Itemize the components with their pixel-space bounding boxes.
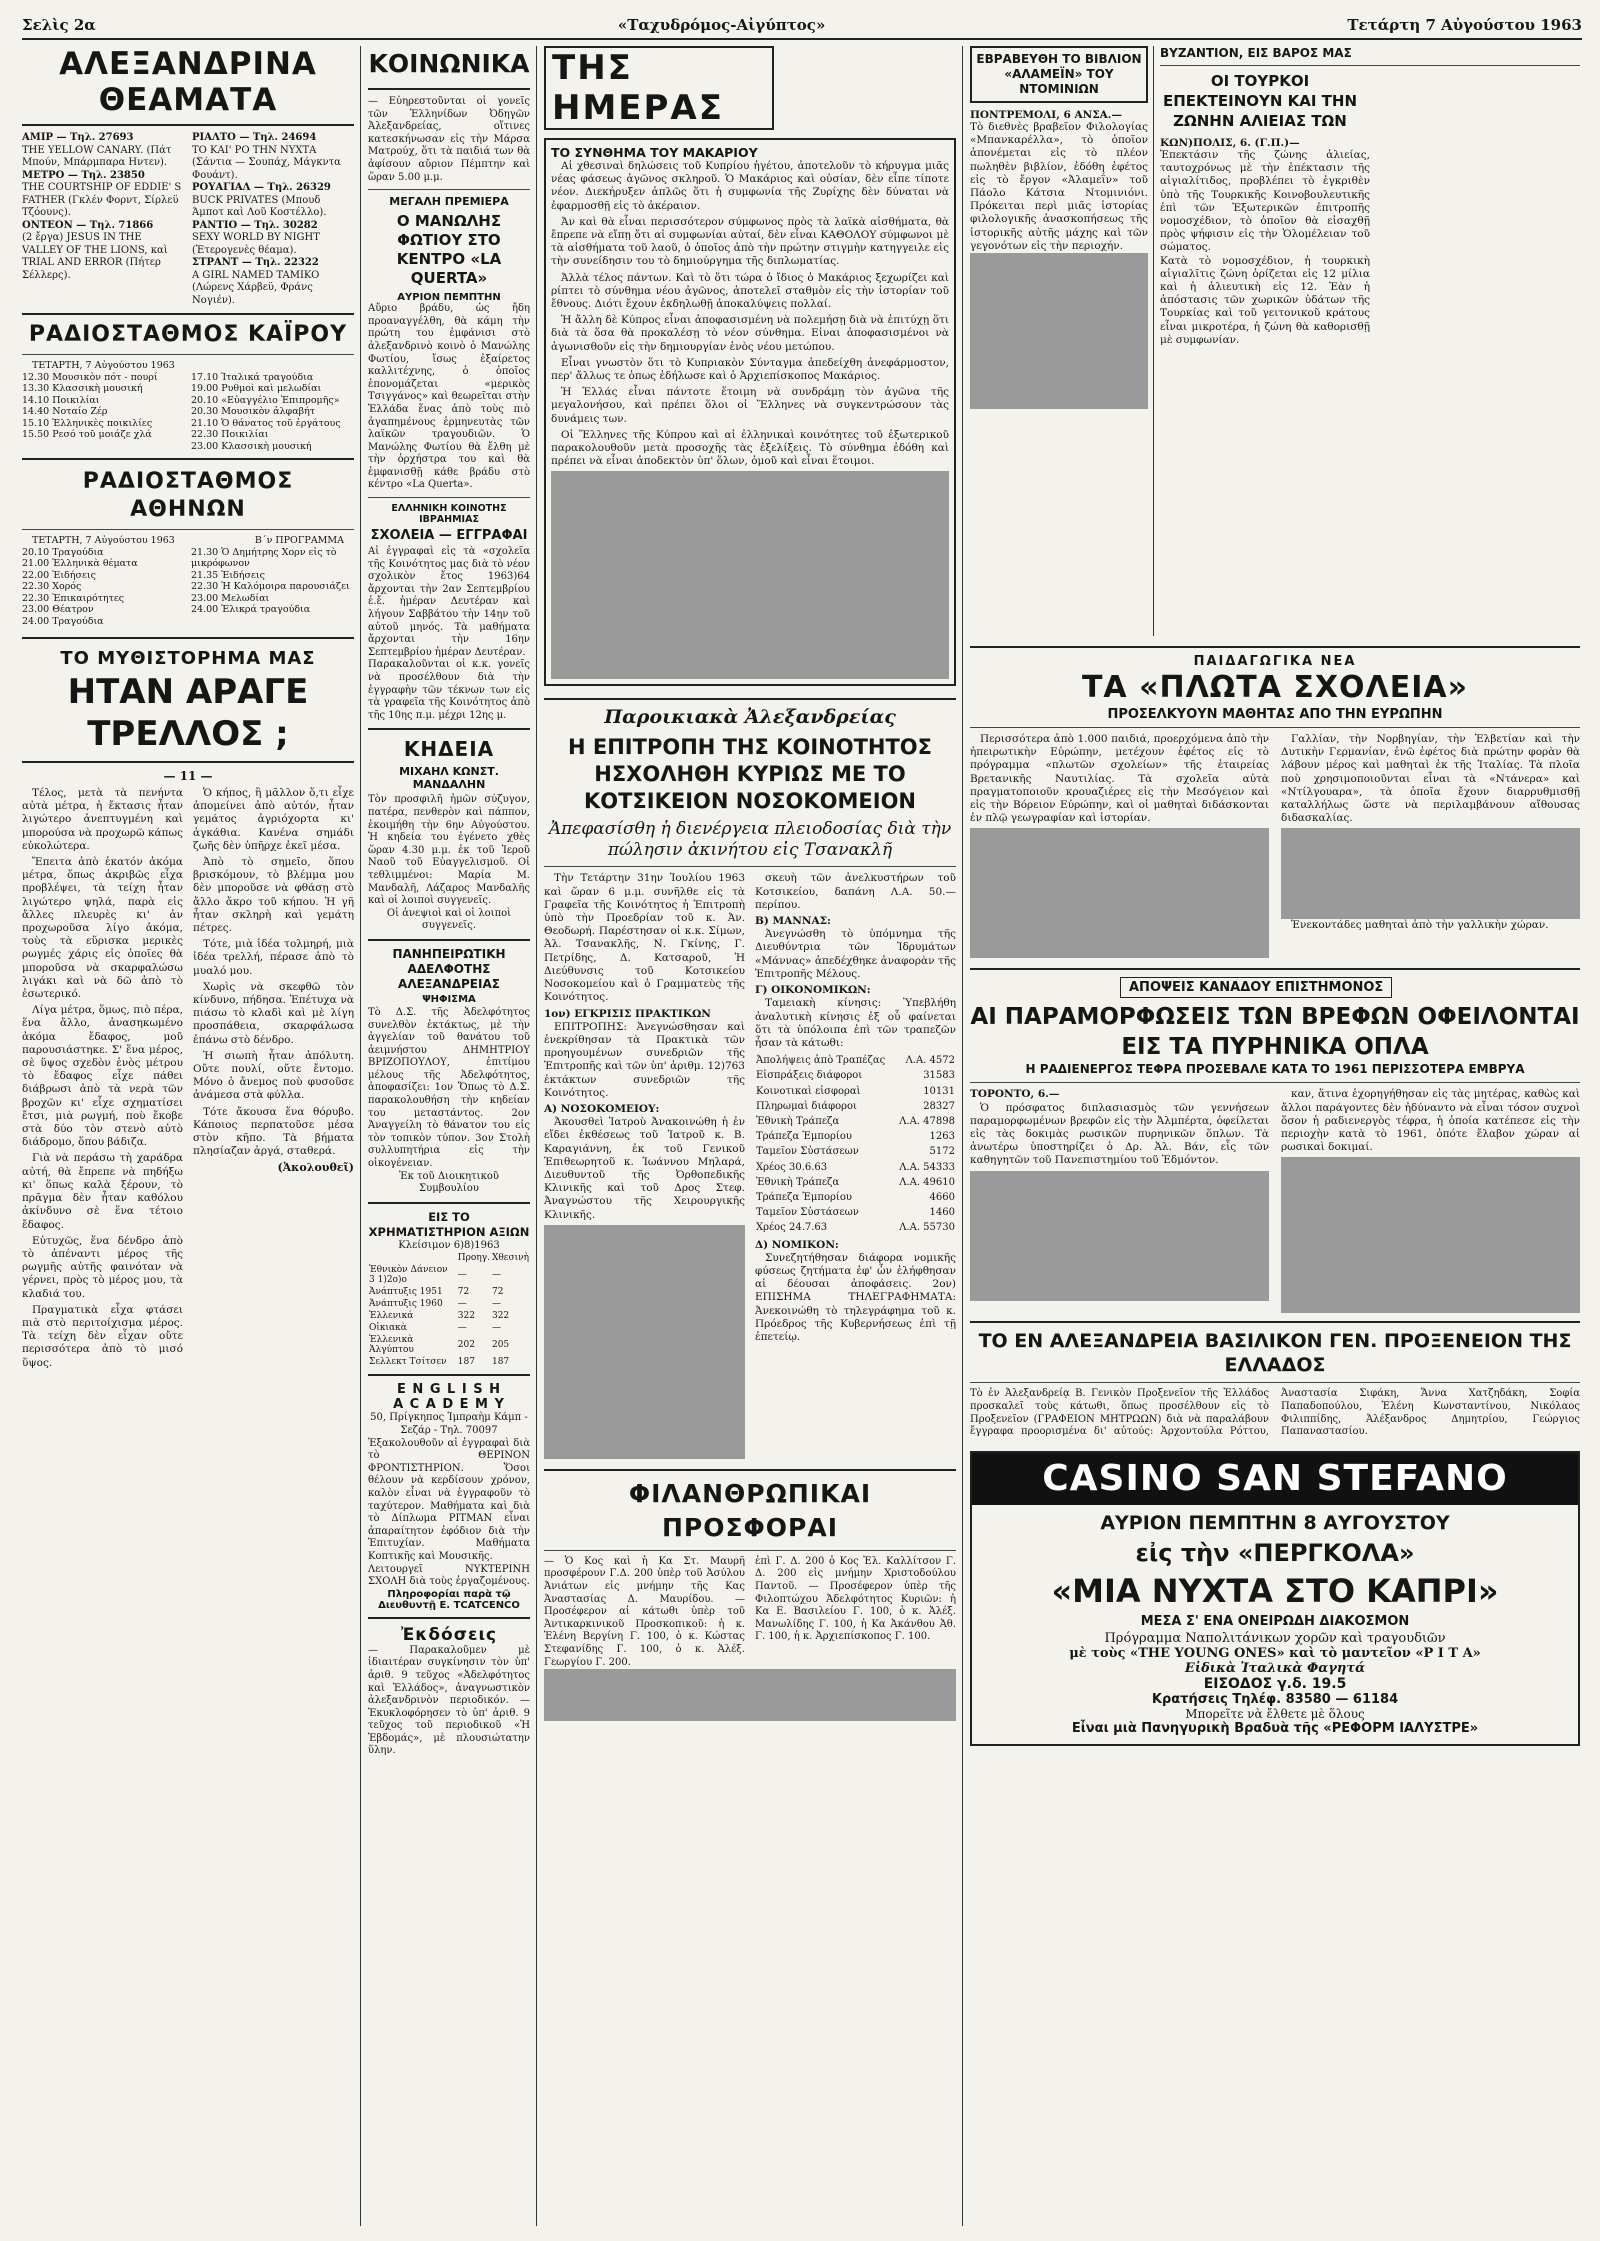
finance-label: Ἐθνικὴ Τράπεζα (756, 1176, 840, 1188)
radio-slot: 12.30 Μουσικὸν πότ - πουρί (22, 371, 158, 383)
table-row (368, 1356, 530, 1368)
column-rule (1153, 46, 1154, 636)
editorial-text (551, 160, 949, 468)
finance-table (755, 1053, 956, 1235)
section-heading: Α) ΝΟΣΟΚΟΜΕΙΟΥ: (544, 1102, 660, 1115)
market-table (368, 1252, 530, 1368)
table-row (755, 1205, 956, 1220)
charity-filler (544, 1669, 956, 1721)
table-row (755, 1220, 956, 1235)
radio-cairo-list-left (22, 372, 185, 453)
section-heading: Γ) ΟΙΚΟΝΟΜΙΚΩΝ: (755, 984, 871, 997)
paragraph: Ἡ ἄλλη δὲ Κύπρος εἶναι ἀποφασισμένη νὰ πολεμήσῃ διὰ νὰ ἐπιτύχῃ ὅτι διὰ τὰ ὅσα θὰ προκαλέσῃ τὸ νέον σύνθημα. Εἰναι ἀποφασισμένοι νὰ ἀγωνισθοῦν εἰς τὴν δημιουργίαν ἑνὸς νέου μετώπου. (551, 314, 949, 353)
cinema-name: ΜΕΤΡΟ — Τηλ. 23850 (22, 169, 145, 181)
stock-prev: 202 (457, 1340, 475, 1351)
finance-label: Ταμεῖον Σὐστάσεων (756, 1207, 859, 1219)
finance-value: 1263 (929, 1131, 955, 1143)
issue-date: Τετάρτη 7 Αὐγούστου 1963 (1347, 16, 1582, 34)
paragraph: Λίγα μέτρα, ὅμως, πιὸ πέρα, ἕνα ἄλλο, ἀνασηκωμένο ἀκόμα ἔδαφος, μοῦ παρουσιάστηκε. Σ' ἕνα μέρος, σὲ ὕψος σχεδὸν ἑνὸς μέτρου τὸ ἔδαφος εἶχε πάθει διάβρωσι ἀπὸ τὰ νερὰ τῶν βροχῶν κι' εἶχε σχηματίσει ἔτσι, μιὰ ρωγμή, ποὺ ἔκοβε στὰ δύο τὸν στενὸ αὐτὸ διάδρομο, ὅπου βάδιζα. (22, 1004, 183, 1149)
paragraph: Συνεζητήθησαν διάφορα νομικῆς φύσεως ζητήματα ἐφ' ὧν ἐλήφθησαν αἱ δέουσαι ἀποφάσεις. 2ον) ΕΠΙΣΗΜΑ ΤΗΛΕΓΡΑΦΗΜΑΤΑ: Ἀνεκοινώθη τὸ τηλεγράφημα τοῦ κ. Πρόεδρος τῆς Κυβερνήσεως ἐπὶ τῇ ἐπετείῳ. (755, 1251, 956, 1343)
radio-slot: 22.00 Ἐιδήσεις (22, 569, 96, 581)
radio-cairo-date: ΤΕΤΑΡΤΗ, 7 Αὐγούστου 1963 (32, 360, 175, 371)
society-sign: Ἐκ τοῦ Διοικητικοῦ Συμβουλίου (399, 1170, 499, 1195)
paragraph: Οἱ Ἕλληνες τῆς Κύπρου καὶ αἱ ἐλληνικαὶ κοινότητες τοῦ ἐξωτερικοῦ παρακολουθοῦν μετὰ προσοχῆς τὰς ἐξελίξεις. Τὸ σύνθημα ἐδόθη καὶ πρέπει νὰ εἶναι ἀποδεκτὸν ὑπ' ὅλων, ὁμοῦ καὶ εἶναι ἕτοιμοι. (551, 428, 949, 468)
serial-continued: (Ἀκολουθεῖ) (277, 1161, 354, 1175)
column-rule (962, 46, 963, 2226)
radio-athens-program: Β΄ν ΠΡΟΓΡΑΜΜΑ (254, 535, 344, 546)
serial-kicker: ΤΟ ΜΥΘΙΣΤΟΡΗΜΑ ΜΑΣ (60, 648, 316, 669)
radio-athens-list-right (191, 547, 354, 628)
cinema-film: (2 ἔργα) JESUS IN THE VALLEY OF THE LIONS, καὶ TRIAL AND ERROR (Πήτερ Σέλλερς). (22, 232, 168, 281)
community-filler (544, 1225, 745, 1459)
table-row (755, 1053, 956, 1068)
radio-athens-schedule (22, 535, 354, 627)
stock-curr: 187 (491, 1357, 510, 1368)
news-heading: ΤΗΣ ΗΜΕΡΑΣ (544, 46, 774, 130)
stock-name: Ἑλλενικά (369, 1311, 414, 1322)
table-row (755, 1084, 956, 1099)
finance-label: Χρέος 24.7.63 (756, 1222, 828, 1234)
turks-text-2: Κατὰ τὸ νομοσχέδιον, ἡ τουρκικὴ αἰγιαλῖτις ζώνη ὁρίζεται εἰς 12 μίλια καὶ ἡ ἁλιευτικὴ εἰς 12. Ἐὰν ἡ ἀπόστασις τῶν χωρικῶν ὑδάτων τῆς Τουρκίας καὶ τοῦ γειτονικοῦ κράτους εἶναι μικροτέρα, ἡ ζώνη θὰ καθορισθῇ μὲ συμφωνίαν. (1160, 254, 1370, 346)
radio-slot: 23.00 Κλασσικὴ μουσική (191, 440, 312, 452)
charity-text-left: — Ὁ Κος καὶ ἡ Κα Στ. Μαυρῆ προσφέρουν Γ.Δ. 200 ὑπὲρ τοῦ Ἀσύλου Ἀνιάτων εἰς μνήμην τῆς Κας Ἀναστασίας Δ. Μαυρίδου. — Προσέφερον αἱ κάτωθι ὑπὲρ τοῦ Ἀντικαρκινικοῦ Προσκοπικοῦ: ἡ κ. Ἑλένη Βεργίνη Γ. 100, ὁ κ. Κώστας Στεφανίδης Γ. 100, ὁ κ. Ἀλέξ. Γεωργίου Γ. 200. (544, 1555, 745, 1668)
community-text-left (544, 872, 745, 1458)
paragraph: Ἀκουσθεὶ Ἰατροὺ Ἀνακοινώθη ἡ ἐν εἴδει ἐκθέσεως τοῦ Ἰατροῦ κ. Β. Καραγιάννη, ἐκ τοῦ Γενικοῦ Ἐπιθεωρητοῦ κ. Ἰωάννου Μηλαρά, Διευθυντοῦ τῆς Ὀρθοπεδικῆς Κλινικῆς καὶ τοῦ Δρος Στεφ. Ἀναγνώστου τῆς Χειρουργικῆς Κλινικῆς. (544, 1116, 745, 1221)
paragraph: Τότε, μιὰ ἰδέα τολμηρή, μιὰ ἰδέα τρελλή, πέρασε ἀπὸ τὸ μυαλό μου. (193, 938, 354, 977)
editorial-title: ΤΟ ΣΥΝΘΗΜΑ ΤΟΥ ΜΑΚΑΡΙΟΥ (551, 145, 758, 160)
publications-text: — Παρακαλοῦμεν μὲ ἰδιαιτέραν συγκίνησιν τὸν ὑπ' ἀριθ. 9 τεῦχος «Ἀδελφότητος καὶ Ἑλλάδος», ἀναγνωστικὸν ἀλεξανδρινὸν περιοδικόν. — Ἐκυκλοφόρησεν τὸ ὑπ' ἀριθ. 9 τεῦχος τοῦ περιοδικοῦ «Ἡ Ἑβδομάς», μὲ πλουσιώτατην ὕλην. (368, 1644, 530, 1757)
science-text-right (1281, 1088, 1580, 1313)
radio-slot: 22.30 Ἡ Καλόμοιρα παρουσιάζει (191, 581, 350, 592)
editorial-text-filler (551, 471, 949, 679)
finance-label: Χρέος 30.6.63 (756, 1161, 828, 1173)
column-book-prize (970, 46, 1148, 636)
academy-line2: A C A D E M Y (393, 1397, 505, 1413)
paragraph: Ἡ Ἑλλάς εἶναι πάντοτε ἕτοιμη νὰ συνδράμῃ τὸν ἀγῶνα τῆς μεγαλονήσου, καὶ πρέπει ὅλοι οἱ Ἕλληνες νὰ συγκεντρώσουν τὰς δυνάμεις των. (551, 386, 949, 425)
stock-prev: — (457, 1299, 467, 1310)
edu-filler (970, 828, 1269, 958)
table-row (368, 1264, 530, 1286)
book-stamp-title: ΕΒΡΑΒΕΥΘΗ ΤΟ ΒΙΒΛΙΟΝ «ΑΛΑΜΕΪΝ» ΤΟΥ ΝΤΟΜΙΝΙΩΝ (970, 46, 1148, 103)
paragraph: Ἀν καὶ θὰ εἶναι περισσότερον σύμφωνος πρὸς τὰ λαϊκὰ αἰσθήματα, θὰ ἔπρεπε νὰ εἴπῃ ὅτι αἱ συμφωνίαι αὐταί, δὲν εἶναι ΚΑΘΟΛΟΥ σύμφωνοι μὲ τὰ αἰσθήματα τοῦ λαοῦ, ὁ ὁποῖος ἀπὸ τὴν πρώτην στιγμὴν κατηγγειλε εἰς τὴν συνείδησιν του τὸ δημιούργημα τῆς διπλωματίας. (551, 215, 949, 268)
stock-curr: — (491, 1323, 501, 1334)
market-col-curr: Χθεσινὴ (491, 1253, 529, 1264)
table-row (368, 1334, 530, 1356)
paragraph: Τότε ἄκουσα ἕνα θόρυβο. Κάποιος περπατοῦσε μέσα στὸν κῆπο. Τὰ βήματα πλησίαζαν ἀργά, σταθερά. (193, 1105, 354, 1158)
paragraph: ΕΠΙΤΡΟΠΗΣ: Ἀνεγνώσθησαν καὶ ἐνεκρίθησαν τὰ Πρακτικὰ τῶν προηγουμένων συνεδριῶν τῆς Ἐπιτροπῆς καὶ τῶν ὑπ' ἀριθμ. 12)763 ἐκτάκτων συνεδριῶν τῆς Κοινότητος. (544, 1020, 745, 1099)
stock-prev: 187 (457, 1357, 475, 1368)
casino-event-title: «ΜΙΑ ΝΥΧΤΑ ΣΤΟ ΚΑΠΡΙ» (1051, 1571, 1499, 1610)
radio-slot: 21.00 Ἑλληνικὰ θέματα (22, 558, 138, 569)
turks-title: ΟΙ ΤΟΥΡΚΟΙ ΕΠΕΚΤΕΙΝΟΥΝ ΚΑΙ ΤΗΝ ΖΩΝΗΝ ΑΛΙΕΙΑΣ ΤΩΝ (1162, 72, 1358, 130)
charity-heading: ΦΙΛΑΝΘΡΩΠΙΚΑΙ ΠΡΟΣΦΟΡΑΙ (628, 1478, 872, 1542)
society-text: Τὸ Δ.Σ. τῆς Ἀδελφότητος συνελθὸν ἐκτάκτως, μὲ τὴν ἀγγελίαν τοῦ θανάτου τοῦ ἀειμνήστου ΔΗΜΗΤΡΙΟΥ ΒΡΙΖΟΠΟΥΛΟΥ, ἐπιτίμου μέλους τῆς Ἀδελφότητος, ἀποφασίζει: 1ον Ὅπως τὸ Δ.Σ. παρακολουθήση τὴν κηδείαν του μεταστάντος. 2ον Ἀναγγείλη τὸ θάνατον του εἰς τὸν τοπικὸν τύπον. 3ον Στολὴ συλλυπητήρια εἰς τὴν οἰκογένειαν. (368, 1006, 530, 1170)
finance-value: Λ.Α. 4572 (905, 1055, 955, 1067)
market-heading: ΕΙΣ ΤΟ ΧΡΗΜΑΤΙΣΤΗΡΙΟΝ ΑΞΙΩΝ (368, 1209, 530, 1239)
finance-label: Τράπεζα Ἐμπορίου (756, 1131, 852, 1143)
paragraph: Γιὰ νὰ περάσω τὴ χαράδρα αὐτή, θὰ ἔπρεπε νὰ πηδήξω κι' ὅπως καλὰ ξέρουν, τὸ πρᾶγμα δὲν ἦταν καθόλου ἀκίνδυνο σὲ ἕνα τέτοιο ἔδαφος. (22, 1152, 183, 1231)
book-filler (970, 253, 1148, 409)
table-row (755, 1129, 956, 1144)
paragraph: Πραγματικὰ εἶχα φτάσει πιὰ στὸ περιτοίχισμα μέρος. Τὰ τείχη δὲν εἶχαν οὔτε περισσότερα ἀπὸ τὸ μισό ὕψος. (22, 1303, 183, 1369)
column-news (544, 46, 956, 2226)
table-row (755, 1068, 956, 1083)
cinema-name: ΡΙΑΛΤΟ — Τηλ. 24694 (192, 132, 317, 143)
cinema-name: ΑΜΙΡ — Τηλ. 27693 (22, 132, 134, 143)
school-hours: Παρακαλοῦνται οἱ κ.κ. γονεῖς νὰ προσέλθουν διὰ τὴν ἐγγραφὴν τῶν τέκνων των εἰς τὰ γραφεῖα τῆς Κοινότητος ἀπὸ τῆς 10ης π.μ. μέχρι 12ης μ. (368, 659, 530, 721)
society-sub: ΨΗΦΙΣΜΑ (422, 993, 476, 1005)
radio-slot: 22.30 Χορός (22, 581, 82, 592)
paragraph: Περισσότερα ἀπὸ 1.000 παιδιά, προερχόμενα ἀπὸ τὴν ἠπειρωτικὴν Εὐρώπην, μετέχουν ἐφέτος εἰς τὸ πρόγραμμα «πλωτῶν σχολείων» τῆς ἑταιρείας Βρετανικῆς Ναυτιλίας. Τὰ σχολεῖα αὐτὰ πραγματοποιοῦν κρουαζιέρες εἰς τὴν Μεσόγειον καὶ εἰς τὴν Βόρειον Εὐρώπην, καὶ οἱ μαθηταὶ διδάσκονται ἐν πλῷ γεωγραφίαν καὶ ἱστορίαν. (970, 733, 1269, 825)
science-filler (1281, 1157, 1580, 1313)
academy-address: 50, Πρίγκηπος Ἰμπραὴμ Κάμπ - Σεζάρ - Τηλ. 70097 (370, 1412, 528, 1436)
premiere-kicker: ΜΕΓΑΛΗ ΠΡΕΜΙΕΡΑ (389, 195, 509, 209)
finance-value: 10131 (923, 1085, 955, 1097)
stock-curr: 72 (491, 1287, 504, 1298)
cinema-name: ΣΤΡΑΝΤ — Τηλ. 22322 (192, 257, 319, 268)
social-note: — Εὐηρεστοῦνται οἱ γονεῖς τῶν Ἑλληνίδων Ὀδηγῶν Ἀλεξανδρείας, οἵτινες κατεσκήνωσαν εἰς τὴν Μάρσα Ματρούχ, ὅτι τὰ παιδιά των θὰ ἀφίσουν αὔριον Πέμπτην καὶ ὥραν 5.00 μ.μ. (368, 96, 530, 183)
radio-slot: 21.30 Ὁ Δημήτρης Χορν εἰς τὸ μικρόφωνον (191, 546, 337, 569)
science-filler (970, 1171, 1269, 1301)
finance-value: 1460 (929, 1207, 955, 1219)
casino-entry: ΕΙΣΟΔΟΣ γ.δ. 19.5 (1203, 1675, 1347, 1692)
school-title: ΣΧΟΛΕΙΑ — ΕΓΓΡΑΦΑΙ (370, 528, 528, 544)
radio-slot: 23.00 Θέατρον (22, 604, 94, 615)
serial-chapter: — 11 — (163, 769, 213, 783)
cinema-list-right (192, 132, 354, 307)
table-row (755, 1160, 956, 1175)
serial-text-left (22, 787, 183, 1373)
science-text-left (970, 1088, 1269, 1313)
consulate-title: ΤΟ ΕΝ ΑΛΕΞΑΝΔΡΕΙΑ ΒΑΣΙΛΙΚΟΝ ΓΕΝ. ΠΡΟΞΕΝΕΙΟΝ ΤΗΣ ΕΛΛΑΔΟΣ (978, 1330, 1572, 1377)
stock-name: Ἀνάπτυξις 1951 (369, 1287, 443, 1298)
charity-text-right: ἐπὶ Γ. Δ. 200 ὁ Κος Ἐλ. Καλλίτσον Γ. Δ. 200 εἰς μνήμην Χριστοδούλου Παντοῦ. — Προσέφερον ὑπὲρ τῆς Φιλοπτώχου Ἀδελφότητος Κυριῶν: ἡ Κα Ε. Βασιλείου Γ. 100, ὁ κ. Ἀλέξ. Μανωλίδης Γ. 100, ἡ Κα Ἀκάνθου Ἀθ. Γ. 100, ἡ κ. Ἀρχιεπίσκοπος Γ. 100. (755, 1555, 956, 1643)
radio-slot: 14.40 Νοταίο Ζέρ (22, 406, 108, 417)
casino-performers: μὲ τοὺς «THE YOUNG ONES» καὶ τὸ μαντεῖον «Ρ Ι Τ Α» (1069, 1645, 1481, 1661)
radio-slot: 20.10 Τραγούδια (22, 546, 104, 558)
society-heading: ΠΑΝΗΠΕΙΡΩΤΙΚΗ ΑΔΕΛΦΟΤΗΣ ΑΛΕΞΑΝΔΡΕΙΑΣ (392, 946, 506, 991)
radio-cairo-schedule (22, 360, 354, 452)
paragraph: Χωρὶς νὰ σκεφθῶ τὸν κίνδυνο, πήδησα. Ἐπέτυχα νὰ πιάσω τὸ κλαδὶ καὶ μὲ λίγη προσπάθεια, σκαρφάλωσα ἐπάνω στὸ δένδρο. (193, 980, 354, 1046)
casino-note: Μπορεῖτε νὰ ἔλθετε μὲ ὅλους (1185, 1706, 1365, 1721)
page-label: Σελὶς 2α (22, 16, 96, 34)
paragraph: σκευὴ τῶν ἀνελκυστήρων τοῦ Κοτσικείου, δαπάνη Λ.Α. 50.— περίπου. (755, 872, 956, 911)
stock-name: Ἐθνικὸν Δάνειον 3 1)2ο)ο (369, 1265, 448, 1286)
market-col-prev: Προηγ. (457, 1253, 490, 1264)
stock-name: Ἑλλενικὰ Ἀλγύπτου (369, 1335, 414, 1356)
paragraph: Τὴν Τετάρτην 31ην Ἰουλίου 1963 καὶ ὥραν 6 μ.μ. συνῆλθε εἰς τὰ Γραφεῖα τῆς Κοινότητος ἡ Ἐπιτροπὴ ὑπὸ τὴν Προεδρίαν τοῦ κ. Ἀν. Θεοδωρή. Παρέστησαν οἱ κ.κ. Σίμων, Ἀλ. Τσανακλῆς, Ν. Γκίνης, Γ. Πετρίδης, Δ. Κατσαροῦ, Ἡ Διεύθυνσις τοῦ Κοτσικείου Νοσοκομείου καὶ ὁ Γραμματεὺς τῆς Κοινότητος. (544, 872, 745, 1004)
paragraph: καν, ἅτινα ἐχορηγήθησαν εἰς τὰς μητέρας, καθὼς καὶ ἄλλοι παράγοντες δὲν ἠδύναντο νὰ εἶναι τόσον συχνοὶ ὅσον ἡ ραδιενεργὸς τέφρα, ἡ ὁποία κατέπεσε εἰς τὴν περιοχὴν κατὰ τὸ 1961, ὁπότε ἔλαβον χώραν αἱ ρωσικαὶ δοκιμαί. (1281, 1088, 1580, 1154)
academy-line1: E N G L I S H (397, 1382, 501, 1398)
table-row (755, 1175, 956, 1190)
science-lead: ΤΟΡΟΝΤΟ, 6.— (970, 1088, 1060, 1101)
table-row (368, 1298, 530, 1310)
academy-director: Πληροφορίαι παρὰ τῷ Διευθυντῇ E. TCATCENCO (378, 1588, 520, 1611)
cinema-film: THE COURTSHIP OF EDDIE' S FATHER (Γκλέν Φορντ, Σίρλεϋ Τζόουνς). (22, 182, 182, 218)
table-row (755, 1144, 956, 1159)
finance-value: Λ.Α. 55730 (899, 1222, 955, 1234)
paragraph: Ἀλλὰ τέλος πάντων. Καὶ τὸ ὅτι τώρα ὁ ἴδιος ὁ Μακάριος ξεχωρίζει καὶ ρίπτει τὸ σύνθημα νέου ἀγῶνος, ἀποτελεῖ σταθμὸν εἰς τὴν ἱστορίαν τοῦ ἔθνους. Διότι ἔχουν ἐκδηλωθῇ ἀποκαλύψεις πολλαί. (551, 271, 949, 311)
paragraph: Ἡ σιωπὴ ἦταν ἀπόλυτη. Οὔτε πουλί, οὔτε ἔντομο. Μόνο ὁ ἄνεμος ποὺ φυσοῦσε ἀνάμεσα στὰ φύλλα. (193, 1049, 354, 1102)
school-text: Αἱ ἐγγραφαὶ εἰς τὰ «σχολεῖα τῆς Κοινότητος μας διὰ τὸ νέον σχολικὸν ἔτος 1963)64 ἄρχονται τὴν 2αν Σεπτεμβρίου ἐ.ἔ. ἡμέραν Δευτέραν καὶ λήγουν Σαββάτου τὴν 14ην τοῦ αὐτοῦ μηνός. Τὰ μαθήματα ἄρχονται τὴν 16ην Σεπτεμβρίου ἡμέραν Δευτέραν. (368, 546, 530, 658)
funeral-text: Τὸν προσφιλῆ ἡμῶν σύζυγον, πατέρα, πενθερὸν καὶ πάππον, ἐκοιμήθη τὴν 6ην Αὐγούστου. Ἡ κηδεία του ἐγένετο χθὲς ὥραν 4.30 μ.μ. ἐκ τοῦ Ἱεροῦ Ναοῦ τοῦ Εὐαγγελισμοῦ. Οἱ τεθλιμμένοι: Μαρία Μ. Μανδαλῆ, Λάζαρος Μανδαλῆς καὶ οἱ λοιποὶ συγγενεῖς. (368, 794, 530, 907)
paragraph: Ὁ κήπος, ἢ μᾶλλον ὅ,τι εἶχε ἀπομείνει ἀπὸ αὐτόν, ἦταν γεμάτος ἀγριόχορτα κι' ἀγκάθια. Κανένα σημάδι ζωῆς δὲν ὑπῆρχε ἐκεῖ μέσα. (193, 787, 354, 852)
book-lead: ΠΟΝΤΡΕΜΟΛΙ, 6 ΑΝΣΑ.— (970, 109, 1122, 121)
radio-cairo-heading: ΡΑΔΙΟΣΤΑΘΜΟΣ ΚΑΪΡΟΥ (28, 322, 348, 347)
casino-decor: ΜΕΣΑ Σ' ΕΝΑ ΟΝΕΙΡΩΔΗ ΔΙΑΚΟΣΜΟΝ (1140, 1613, 1410, 1629)
paragraph: Γαλλίαν, τὴν Νορβηγίαν, τὴν Ἑλβετίαν καὶ τὴν Δυτικὴν Γερμανίαν, ἐνῶ ἐφέτος διὰ πρώτην φορὰν θὰ λάβουν μέρος καὶ μαθηταὶ ἐκ τῆς Ἰταλίας. Τὰ πλοῖα ποὺ χρησιμοποιοῦνται εἶναι τὰ «Ντάνερα» καὶ «Ντίλγουαρα», τὰ ὁποῖα ἔχουν διαρρυθμισθῇ καταλλήλως ὥστε νὰ περιλαμβάνουν αἴθουσας διδασκαλίας. (1281, 733, 1580, 825)
stock-prev: 322 (457, 1311, 475, 1322)
radio-slot: 23.00 Μελωδίαι (191, 592, 270, 604)
stock-prev: — (457, 1270, 467, 1281)
stock-curr: 205 (491, 1340, 510, 1351)
radio-slot: 19.00 Ρυθμοὶ καὶ μελωδίαι (191, 383, 322, 394)
casino-date: ΑΥΡΙΟΝ ΠΕΜΠΤΗΝ 8 ΑΥΓΟΥΣΤΟΥ (1100, 1511, 1450, 1534)
edu-kicker: ΠΑΙΔΑΓΩΓΙΚΑ ΝΕΑ (1193, 654, 1357, 669)
serial-title: ΗΤΑΝ ΑΡΑΓΕ ΤΡΕΛΛΟΣ ; (67, 672, 309, 754)
stock-name: Οἰκιακὰ (369, 1323, 407, 1334)
community-text-right (755, 872, 956, 1458)
section-heading: Β) ΜΑΝΝΑΣ: (755, 915, 831, 928)
casino-venue: εἰς τὴν «ΠΕΡΓΚΟΛΑ» (1135, 1538, 1415, 1567)
publications-heading: Ἐκδόσεις (400, 1624, 498, 1645)
casino-food: Εἰδικὰ Ἰταλικὰ Φαγητά (1184, 1660, 1366, 1676)
column-entertainment (22, 46, 354, 2226)
community-title: Η ΕΠΙΤΡΟΠΗ ΤΗΣ ΚΟΙΝΟΤΗΤΟΣ ΗΣΧΟΛΗΘΗ ΚΥΡΙΩΣ ΜΕ ΤΟ ΚΟΤΣΙΚΕΙΟΝ ΝΟΣΟΚΟΜΕΙΟΝ (568, 735, 932, 814)
cinema-name: ΡΟΥΑΓΙΑΛ — Τηλ. 26329 (192, 182, 331, 193)
table-row (368, 1286, 530, 1298)
paragraph: Ἀπὸ τὸ σημεῖο, ὅπου βρισκόμουν, τὸ βλέμμα μου δὲν μποροῦσε νὰ φθάσῃ στὸ ἄλλο ἄκρο τοῦ κήπου. Ἡ γῆ ἦταν σκληρὴ καὶ γεμάτη πέτρες. (193, 856, 354, 935)
edu-sub: ΠΡΟΣΕΛΚΥΟΥΝ ΜΑΘΗΤΑΣ ΑΠΟ ΤΗΝ ΕΥΡΩΠΗΝ (1107, 707, 1443, 722)
funeral-heading: ΚΗΔΕΙΑ (403, 737, 495, 762)
science-kicker: ΑΠΟΨΕΙΣ ΚΑΝΑΔΟΥ ΕΠΙΣΤΗΜΟΝΟΣ (1120, 977, 1392, 998)
edu-text-left (970, 733, 1269, 958)
column-features (970, 640, 1580, 2220)
edu-text-right (1281, 733, 1580, 958)
academy-text: Ἐξακολουθοῦν αἱ ἐγγραφαὶ διὰ τὸ ΘΕΡΙΝΟΝ ΦΡΟΝΤΙΣΤΗΡΙΟΝ. Ὅσοι θέλουν νὰ κερδίσουν χρόνον, καλὸν εἶναι νὰ ἐγγραφοῦν τὸ ταχύτερον. Μαθήματα καὶ διὰ τὸ Δίπλωμα PITMAN εἶναι ἀπαραίτητον ἐφόδιον διὰ τὴν Ἐπιτυχίαν. Μαθήματα Κοπτικῆς καὶ Μουσικῆς. (368, 1437, 530, 1562)
cinema-film: SEXY WORLD BY NIGHT (Ἑτερογενὲς θέαμα). (192, 232, 320, 256)
stock-curr: — (491, 1270, 501, 1281)
cinema-film: ΤΟ ΚΑΙ' ΡΟ ΤΗΝ ΝΥΧΤΑ (Σάντια — Σουπάχ, Μάγκντα Φουάντ). (192, 144, 341, 181)
table-row (368, 1322, 530, 1334)
academy-night: Λειτουργεῖ ΝΥΚΤΕΡΙΝΗ ΣΧΟΛΗ διὰ τοὺς ἐργαζομένους. (368, 1563, 530, 1588)
finance-label: Πληρωμαὶ διάφοροι (756, 1100, 857, 1112)
table-row (755, 1190, 956, 1205)
premiere-title: Ο ΜΑΝΩΛΗΣ ΦΩΤΙΟΥ ΣΤΟ ΚΕΝΤΡΟ «LA QUERTA» (396, 212, 502, 288)
premiere-text: Αὔριο βράδυ, ὡς ἤδη προαναγγέλθη, θὰ κάμη τὴν πρώτη του ἐμφάνισι στὸ ἀλεξανδρινὸ κοινὸ ὁ Μανώλης Φωτίου, ἴσως ἐξαίρετος καλλιτέχνης, ὁ ὁποῖος ἐπονομάζεται «μερικὸς Τσιγγάνος» καὶ θεωρεῖται στὴν Ἑλλάδα ἕνας ἀπὸ τοὺς πιὸ ἀγαπημένους ἑρμηνευτὰς τῶν λαϊκῶν τραγουδιῶν. Ὁ Μανώλης Φωτίου θὰ ἔλθη μὲ τὴν ὀρχήστρα του καὶ θὰ ἐμφανισθῇ κάθε βράδυ στὸ κέντρο «La Querta». (368, 303, 530, 491)
community-sub: Ἀπεφασίσθη ἡ διενέργεια πλειοδοσίας διὰ τὴν πώλησιν ἀκινήτου εἰς Τσανακλῆ (548, 819, 952, 861)
masthead (22, 12, 1582, 40)
finance-value: 31583 (923, 1070, 955, 1082)
paragraph: Ἔπειτα ἀπὸ ἑκατόν ἀκόμα μέτρα, ὅπως ἀκριβῶς εἶχα προβλέψει, τὰ τείχη ἦταν λιγώτερο ψηλά, παρὰ εἰς ἄλλες πλευρὲς κι' ἀν προχωροῦσα λίγο ἀκόμα, τοὺς τὰ εὕρισκα μερικὲς ρωγμές χάρις εἰς ὁποῖες θὰ μποροῦσα νὰ σκαρφαλώσω λιγάκι καὶ νὰ δῶ ἀπὸ τὸ ἐσωτερικό. (22, 856, 183, 1001)
serial-text-right (193, 787, 354, 1373)
paper-name: «Ταχυδρόμος-Αἰγύπτος» (617, 16, 826, 34)
casino-name: CASINO SAN STEFANO (972, 1453, 1578, 1505)
finance-value: Λ.Α. 54333 (899, 1161, 955, 1173)
cinema-film: BUCK PRIVATES (Μπουδ Άμποτ καὶ Λοῦ Κοστέλλο). (192, 194, 327, 218)
casino-phone: Κρατήσεις Τηλέφ. 83580 — 61184 (1151, 1691, 1399, 1707)
column-rule (360, 46, 361, 2226)
radio-athens-heading: ΡΑΔΙΟΣΤΑΘΜΟΣ ΑΘΗΝΩΝ (82, 469, 294, 522)
community-kicker: Παροικιακὰ Ἀλεξανδρείας (604, 706, 896, 729)
finance-value: 4660 (929, 1191, 955, 1203)
paragraph: Ἐνεκοντάδες μαθηταὶ ἀπὸ τὴν γαλλικὴν χώραν. (1291, 919, 1549, 932)
finance-label: Κοινοτικαὶ εἰσφοραὶ (756, 1085, 861, 1097)
table-row (755, 1114, 956, 1129)
radio-slot: 15.50 Ρεσό τοῦ μοιάζε χλά (22, 429, 152, 440)
stock-prev: 72 (457, 1287, 470, 1298)
edu-title: ΤΑ «ΠΛΩΤΑ ΣΧΟΛΕΙΑ» (1081, 670, 1469, 705)
casino-footer: Εἶναι μιὰ Πανηγυρικὴ Βραδυὰ τῆς «ΡΕΦΟΡΜ ΙΑΛΥΣΤΡΕ» (1071, 1720, 1479, 1736)
turks-kicker: ΒΥΖΑΝΤΙΟΝ, ΕΙΣ ΒΑΡΟΣ ΜΑΣ (1160, 46, 1352, 60)
paragraph: Εἶναι γνωστὸν ὅτι τὸ Κυπριακὸν Σύνταγμα ἀπεδείχθη ἀνεφάρμοστον, περ' ἄλλως τε ὁπως ἐδήλωσε καὶ ὁ Ἀρχιεπίσκοπος Μακάριος. (551, 356, 949, 383)
book-text: Τὸ διεθνὲς βραβεῖον Φιλολογίας «Μπανκαρέλλα», τὸ ὁποῖον ἀπονέμεται εἰς τὸ πλέον πωληθὲν βιβλίον, ἐδόθη ἐφέτος εἰς τὸ ἔργον «Ἀλαμεΐν» τοῦ Πάολο Κάτσια Ντομινιόνι. Πρόκειται περὶ μιᾶς ἱστορίας φιλολογικῆς ἀνασκοπήσεως τῆς ἱστορικῆς αὐτῆς μάχης καὶ τῶν γεγονότων εἰς τὴν περιοχήν. (970, 121, 1148, 252)
social-heading: ΚΟΙΝΩΝΙΚΑ (368, 49, 530, 78)
table-header (368, 1252, 530, 1264)
radio-slot: 17.10 Ἰταλικά τραγούδια (191, 371, 314, 383)
premiere-date: ΑΥΡΙΟΝ ΠΕΜΠΤΗΝ (397, 292, 501, 304)
school-kicker: ΕΛΛΗΝΙΚΗ ΚΟΙΝΟΤΗΣ ΙΒΡΑΗΜΙΑΣ (391, 503, 507, 526)
radio-slot: 21.35 Ἐιδήσεις (191, 569, 265, 581)
radio-slot: 22.30 Ἐπικαιρότητες (22, 592, 125, 604)
radio-slot: 20.10 «Εὐαγγέλιο Ἐπιπρομῆς» (191, 394, 340, 406)
casino-advert (970, 1451, 1580, 1746)
entertainment-heading: ΑΛΕΞΑΝΔΡΙΝΑ ΘΕΑΜΑΤΑ (59, 46, 317, 118)
radio-slot: 24.00 Ἑλικρά τραγούδια (191, 604, 311, 615)
radio-slot: 20.30 Μουσικὸν ἀλφαβήτ (191, 406, 316, 417)
cinema-film: THE YELLOW CANARY. (Πάτ Μπούν, Μπάρμπαρα Ηντεν). (22, 144, 172, 168)
radio-slot: 15.10 Ἑλληνικὲς ποικιλίες (22, 417, 153, 429)
radio-athens-date: ΤΕΤΑΡΤΗ, 7 Αὐγούστου 1963 (32, 535, 175, 546)
paragraph: Ὁ πρόσφατος διπλασιασμὸς τῶν γεννήσεων παραμορφωμένων βρεφῶν εἰς τὴν Ἀλμπέρτα, ὀφείλεται εἰς τὰς δοκιμὰς ρωσικῶν πυρηνικῶν ὅπλων. Τὰ ἀνωτέρω ὑποστηρίζει ὁ Δρ. Ἀλ. Βάν, εἷς τῶν καθηγητῶν τοῦ Πανεπιστημίου τοῦ Ἐδμόντον. (970, 1101, 1269, 1167)
finance-label: Τράπεζα Ἐμπορίου (756, 1191, 852, 1203)
paragraph: Ἀνεγνώσθη τὸ ὑπόμνημα τῆς Διευθύντρια τῶν Ἱδρυμάτων «Μάννας» ἀπεδέχθηκε ἀναφορὰν τῆς Ἐπιτροπῆς Μέλους. (755, 928, 956, 980)
market-date: Κλείσιμον 6)8)1963 (398, 1239, 500, 1251)
stock-curr: 322 (491, 1311, 510, 1322)
finance-label: Εἰσπράξεις διάφοροι (756, 1070, 863, 1082)
finance-value: Λ.Α. 49610 (899, 1176, 955, 1188)
stock-name: Ἀνάπτυξις 1960 (369, 1299, 443, 1310)
finance-value: Λ.Α. 47898 (899, 1115, 955, 1127)
radio-cairo-list-right (191, 372, 354, 453)
finance-label: Ἐθνικὴ Τράπεζα (756, 1115, 840, 1127)
cinema-film: A GIRL NAMED TAMIKO (Λώρενς Χάρβεϋ, Φράνς Νογιέν). (192, 269, 320, 306)
section-heading: 1ον) ΕΓΚΡΙΣΙΣ ΠΡΑΚΤΙΚΩΝ (544, 1007, 711, 1020)
paragraph: Αἱ χθεσιναὶ δηλώσεις τοῦ Κυπρίου ἡγέτου, ἀποτελοῦν τὸ κήρυγμα μιᾶς νέας φάσεως ἀγῶνος σκληροῦ. Ὁ Μακάριος καὶ οὐσίαν, δὲν εἶπε τίποτε νέον. Διεκήρυξεν ἁπλῶς ὅτι ἡ συμφωνία τῆς Ζυρίχης δὲν δύναται νὰ ἐφαρμοσθῇ εἰς τὸ ἀκέραιον. (551, 160, 949, 212)
paragraph: Εὐτυχῶς, ἕνα δένδρο ἀπὸ τὸ ἀπέναντι μέρος τῆς ρωγμῆς αὐτῆς φαινόταν νὰ γέρνει, πρὸς τὸ μέρος μου, τὰ κλαδιά του. (22, 1234, 183, 1300)
stock-curr: — (491, 1299, 501, 1310)
table-row (755, 1099, 956, 1114)
radio-slot: 24.00 Τραγούδια (22, 615, 104, 627)
relatives-note: Οἱ ἀνεψιοὶ καὶ οἱ λοιποὶ συγγενεῖς. (386, 907, 512, 932)
stock-name: Σελλεκτ Τσίτσεν (369, 1357, 447, 1368)
section-heading: Δ) ΝΟΜΙΚΟΝ: (755, 1238, 839, 1251)
casino-program: Πρόγραμμα Ναπολιτάνικων χορῶν καὶ τραγουδιῶν (1104, 1630, 1446, 1646)
radio-slot: 13.30 Κλασσικὴ μουσική (22, 383, 143, 394)
finance-value: 5172 (929, 1146, 955, 1158)
column-rule (536, 46, 537, 2226)
radio-athens-list-left (22, 547, 185, 628)
stock-prev: — (457, 1323, 467, 1334)
paragraph: Τέλος, μετὰ τὰ πενήντα αὐτὰ μέτρα, ἡ ἔκτασις ἦταν λιγώτερο ἀνεπτυγμένη καὶ μπορούσα νὰ προχωρῶ κάπως εὐκολώτερα. (22, 787, 183, 852)
radio-slot: 21.10 Ὁ θάνατος τοῦ ἐργάτους (191, 417, 341, 429)
finance-value: 28327 (923, 1100, 955, 1112)
table-row (368, 1310, 530, 1322)
cinema-name: ΡΑΝΤΙΟ — Τηλ. 30282 (192, 219, 318, 231)
funeral-name: ΜΙΧΑΗΛ ΚΩΝΣΤ. ΜΑΝΔΑΛΗΝ (399, 765, 499, 792)
edu-filler (1281, 828, 1580, 919)
cinema-list-left (22, 132, 184, 307)
turks-text: Ἐπεκτάσιν τῆς ζώνης ἀλιείας, ταυτοχρόνως μὲ τὴν ἐπέκτασιν τῆς αἰγιαλίτιδος, προβλέπει τὸ ἐγκριθὲν ὑπὸ τῆς Τουρκικῆς Κοινοβουλευτικῆς ἐπὶ τῶν Ἐξωτερικῶν ἐπιτροπῆς νομοσχέδιον, τὸ ὁποῖον θὰ εἰσαχθῇ πρὸς ψήφισιν εἰς τὴν Ὁλομέλειαν τοῦ σώματος. (1160, 149, 1370, 254)
science-sub: Η ΡΑΔΙΕΝΕΡΓΟΣ ΤΕΦΡΑ ΠΡΟΣΕΒΑΛΕ ΚΑΤΑ ΤΟ 1961 ΠΕΡΙΣΣΟΤΕΡΑ ΕΜΒΡΥΑ (1025, 1062, 1525, 1077)
paragraph: Ταμειακὴ κίνησις: Ὑπεβλήθη ἀναλυτικὴ κίνησις ἐξ οὗ φαίνεται ὅτι τὰ ὑπόλοιπα ἐπὶ τῶν τραπεζῶν ἦσαν τὰ κάτωθι: (755, 997, 956, 1049)
finance-label: Ταμεῖον Σὐστάσεων (756, 1146, 859, 1158)
column-turkey (1160, 46, 1580, 636)
consulate-text: Τὸ ἐν Ἀλεξανδρείᾳ Β. Γενικὸν Προξενεῖον τῆς Ἑλλάδος προσκαλεῖ τοὺς κάτωθι, ὅπως προσέλθουν εἰς τὸ Προξενεῖον (ΓΡΑΦΕΙΟΝ ΜΗΤΡΩΩΝ) διὰ νὰ παραλάβουν ἔγγραφα προορισμένα δι' αὐτούς: Ἀρχοντούλα Ρόττου, Ἀναστασία Σιφάκη, Ἄννα Χατζηδάκη, Σοφία Παπαδοπούλου, Ἑλένη Κωνσταντίνου, Νικόλαος Φιλιππίδης, Ἀλέξανδρος Δημητρίου, Γεώργιος Παπαναστασίου. (970, 1388, 1580, 1438)
cinema-name: ΟΝΤΕΟΝ — Τηλ. 71866 (22, 219, 154, 231)
editorial-box (544, 138, 956, 686)
radio-slot: 14.10 Ποικιλίαι (22, 394, 100, 406)
column-social (368, 46, 530, 2226)
turks-lead: ΚΩΝ)ΠΟΛΙΣ, 6. (Γ.Π.)— (1160, 137, 1300, 149)
science-title: ΑΙ ΠΑΡΑΜΟΡΦΩΣΕΙΣ ΤΩΝ ΒΡΕΦΩΝ ΟΦΕΙΛΟΝΤΑΙ ΕΙΣ ΤΑ ΠΥΡΗΝΙΚΑ ΟΠΛΑ (970, 1004, 1580, 1061)
radio-slot: 22.30 Ποικιλίαι (191, 429, 269, 440)
finance-label: Ἀπολήψεις ἀπὸ Τραπέζας (756, 1055, 886, 1067)
